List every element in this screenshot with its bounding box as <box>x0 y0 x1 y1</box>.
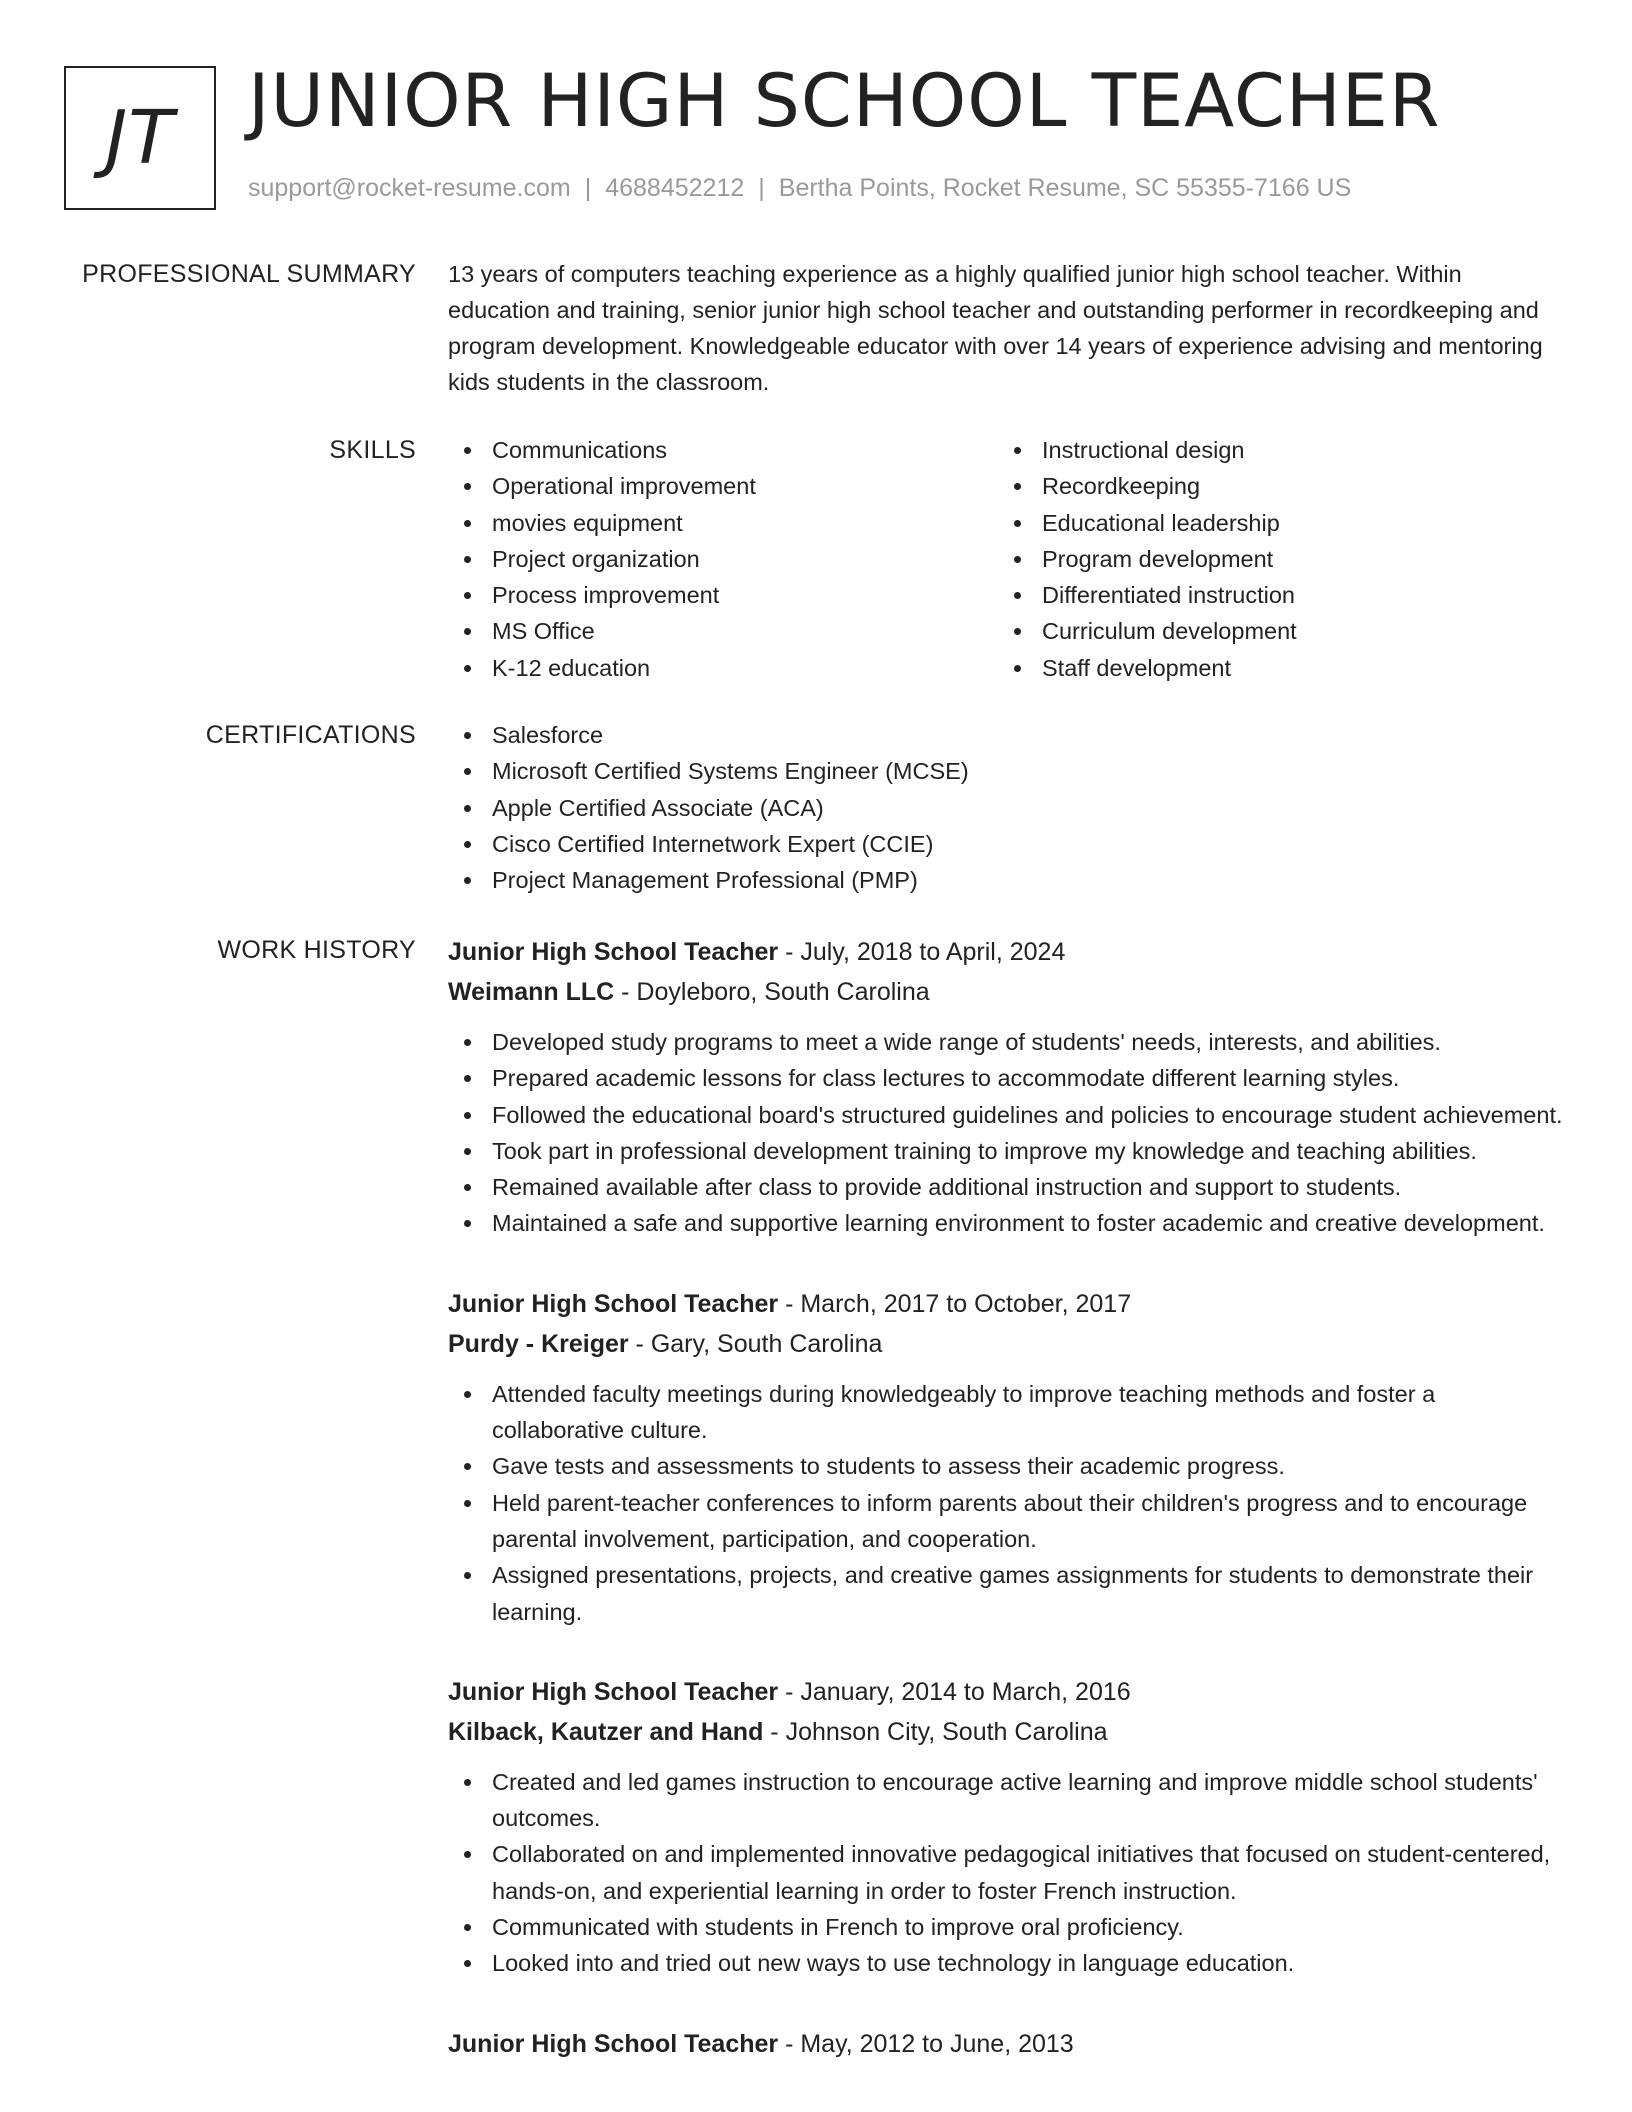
resume-title: JUNIOR HIGH SCHOOL TEACHER <box>248 59 1441 144</box>
job-duty-item: Attended faculty meetings during knowledgeably to improve teaching methods and foster a collaborative culture. <box>448 1376 1566 1449</box>
job-title: Junior High School Teacher <box>448 1289 779 1318</box>
job-entry <box>448 932 1566 1242</box>
work-history-body <box>448 932 1566 2106</box>
skill-item: Program development <box>998 541 1548 577</box>
job-title-line <box>448 1284 1566 1324</box>
job-duty-item: Created and led games instruction to encourage active learning and improve middle school students' outcomes. <box>448 1764 1566 1837</box>
job-title-line <box>448 1672 1566 1712</box>
certification-item: Cisco Certified Internetwork Expert (CCIE) <box>448 826 1566 862</box>
skills-body <box>448 432 1566 686</box>
skills-list-right <box>998 432 1548 686</box>
job-entry <box>448 2024 1566 2064</box>
job-title-line <box>448 2024 1566 2064</box>
job-duty-item: Gave tests and assessments to students to assess their academic progress. <box>448 1448 1566 1484</box>
job-duty-item: Held parent-teacher conferences to inform parents about their children's progress and to encourage parental involvement, participation, and cooperation. <box>448 1485 1566 1558</box>
skill-item: Operational improvement <box>448 468 998 504</box>
skill-item: MS Office <box>448 613 998 649</box>
job-company-line <box>448 1324 1566 1364</box>
skill-item: Process improvement <box>448 577 998 613</box>
contact-separator: | <box>584 174 592 202</box>
section-label-summary: PROFESSIONAL SUMMARY <box>82 260 416 288</box>
skill-item: Instructional design <box>998 432 1548 468</box>
job-duties-list <box>448 1376 1566 1630</box>
skill-item: Project organization <box>448 541 998 577</box>
summary-text: 13 years of computers teaching experience as a highly qualified junior high school teacher. Within education and training, senior junior high school teacher and outstanding performer in recordkeeping and program development. Knowledgeable educator with over 14 years of experience advising and mentoring kids students in the classroom. <box>448 261 1543 395</box>
job-duties-list <box>448 1764 1566 1982</box>
section-label-certifications: CERTIFICATIONS <box>205 721 416 749</box>
contact-separator: | <box>758 174 765 202</box>
contact-address: Bertha Points, Rocket Resume, SC 55355-7166 US <box>778 174 1352 202</box>
job-title: Junior High School Teacher <box>448 1677 779 1706</box>
job-duty-item: Remained available after class to provide additional instruction and support to students. <box>448 1169 1566 1205</box>
job-duty-item: Looked into and tried out new ways to use technology in language education. <box>448 1945 1566 1981</box>
job-duty-item: Prepared academic lessons for class lectures to accommodate different learning styles. <box>448 1060 1566 1096</box>
job-location: - Doyleboro, South Carolina <box>614 978 930 1006</box>
section-label-skills: SKILLS <box>329 436 416 464</box>
job-entry <box>448 1284 1566 1630</box>
job-location: - Gary, South Carolina <box>628 1329 883 1358</box>
skill-item: Recordkeeping <box>998 468 1548 504</box>
job-dates: - July, 2018 to April, 2024 <box>778 938 1066 966</box>
job-dates: - May, 2012 to June, 2013 <box>778 2029 1074 2058</box>
skill-item: Curriculum development <box>998 613 1548 649</box>
job-title: Junior High School Teacher <box>448 2029 779 2058</box>
job-duty-item: Communicated with students in French to improve oral proficiency. <box>448 1909 1566 1945</box>
skill-item: Differentiated instruction <box>998 577 1548 613</box>
skill-item: movies equipment <box>448 505 998 541</box>
job-dates: - January, 2014 to March, 2016 <box>778 1677 1131 1706</box>
job-entry <box>448 1672 1566 1982</box>
section-label-work-history: WORK HISTORY <box>217 936 416 964</box>
certification-item: Apple Certified Associate (ACA) <box>448 790 1566 826</box>
job-duty-item: Followed the educational board's structured guidelines and policies to encourage student achievement. <box>448 1097 1566 1133</box>
job-duty-item: Collaborated on and implemented innovative pedagogical initiatives that focused on student-centered, hands-on, and experiential learning in order to foster French instruction. <box>448 1836 1566 1909</box>
certification-item: Salesforce <box>448 717 1566 753</box>
contact-line <box>248 174 1351 203</box>
certification-item: Microsoft Certified Systems Engineer (MCSE) <box>448 753 1566 789</box>
job-duty-item: Maintained a safe and supportive learning environment to foster academic and creative development. <box>448 1205 1566 1241</box>
job-duty-item: Took part in professional development training to improve my knowledge and teaching abilities. <box>448 1133 1566 1169</box>
certification-item: Project Management Professional (PMP) <box>448 862 1566 898</box>
skill-item: Communications <box>448 432 998 468</box>
job-company-line <box>448 972 1566 1012</box>
job-dates: - March, 2017 to October, 2017 <box>778 1289 1132 1318</box>
job-duty-item: Assigned presentations, projects, and creative games assignments for students to demonstrate their learning. <box>448 1557 1566 1630</box>
skill-item: Staff development <box>998 650 1548 686</box>
job-duty-item: Developed study programs to meet a wide range of students' needs, interests, and abilities. <box>448 1024 1566 1060</box>
resume-header <box>64 59 1564 216</box>
job-company: Purdy - Kreiger <box>448 1329 629 1358</box>
job-duties-list <box>448 1024 1566 1242</box>
skills-list-left <box>448 432 998 686</box>
contact-phone: 4688452212 <box>605 174 745 202</box>
job-title: Junior High School Teacher <box>448 938 779 966</box>
certifications-list <box>448 717 1566 898</box>
contact-email: support@rocket-resume.com <box>248 174 571 202</box>
job-location: - Johnson City, South Carolina <box>763 1717 1108 1746</box>
job-company: Kilback, Kautzer and Hand <box>448 1717 764 1746</box>
job-title-line <box>448 932 1566 972</box>
certifications-body <box>448 717 1566 898</box>
job-company-line <box>448 1712 1566 1752</box>
skill-item: Educational leadership <box>998 505 1548 541</box>
skill-item: K-12 education <box>448 650 998 686</box>
job-company: Weimann LLC <box>448 978 615 1006</box>
monogram-badge: JT <box>64 66 216 210</box>
